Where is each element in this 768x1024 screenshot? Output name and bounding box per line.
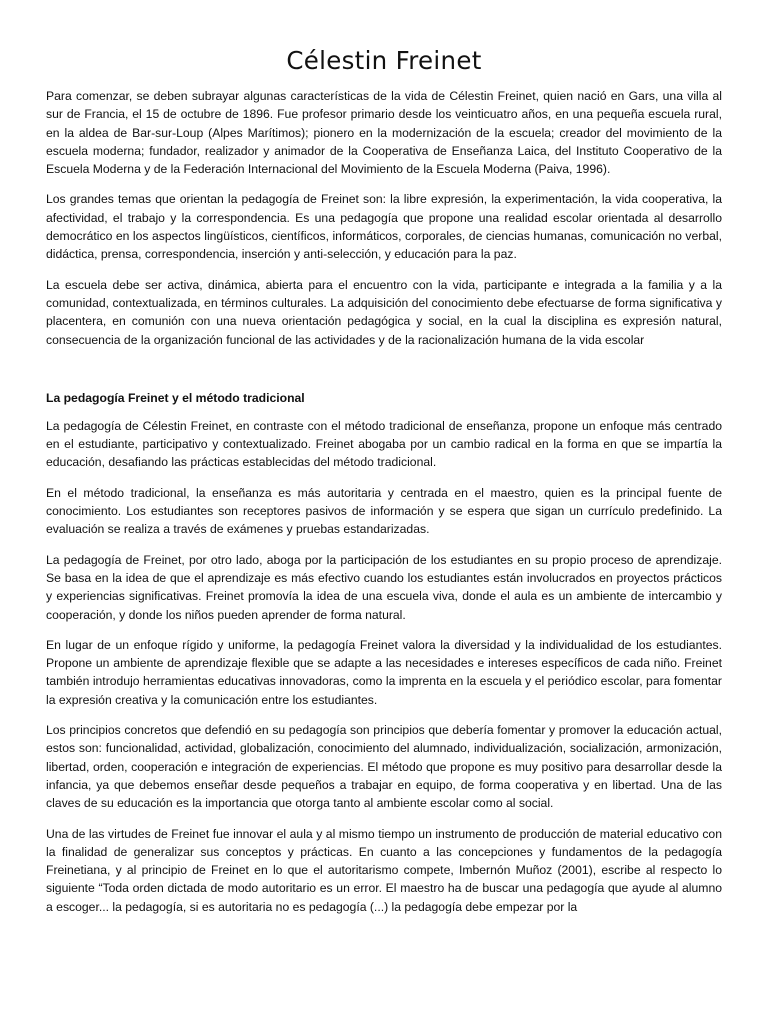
section-paragraph-5: Los principios concretos que defendió en su pedagogía son principios que debería fomentar y promover la educación actual, estos son: funcionalidad, actividad, globalización, conocimiento del alumnado, individualización, socialización, armonización, libertad, orden, cooperación e integración de experiencias. El método que propone es muy positivo para desarrollar desde la infancia, ya que debemos enseñar desde pequeños a trabajar en equipo, de forma cooperativa y en libertad. Una de las claves de su educación es la importancia que otorga tanto al ambiente escolar como al social. xyxy=(46,723,722,811)
section-heading: La pedagogía Freinet y el método tradicional xyxy=(46,390,305,405)
section-paragraph-4: En lugar de un enfoque rígido y uniforme, la pedagogía Freinet valora la diversidad y la individualidad de los estudiantes. Propone un ambiente de aprendizaje flexible que se adapte a las necesidades e intereses específicos de cada niño. Freinet también introdujo herramientas educativas innovadoras, como la imprenta en la escuela y el periódico escolar, para fomentar la expresión creativa y la comunicación entre los estudiantes. xyxy=(46,637,722,707)
document-title: Célestin Freinet xyxy=(286,46,482,75)
intro-paragraph-3: La escuela debe ser activa, dinámica, abierta para el encuentro con la vida, participante e integrada a la familia y a la comunidad, contextualizada, en términos culturales. La adquisición del conocimiento debe efectuarse de forma significativa y placentera, en comunión con una nueva orientación pedagógica y social, en la cual la disciplina es expresión natural, consecuencia de la organización funcional de las actividades y de la racionalización humana de la vida escolar xyxy=(46,277,722,347)
section-paragraph-2: En el método tradicional, la enseñanza es más autoritaria y centrada en el maestro, quien es la principal fuente de conocimiento. Los estudiantes son receptores pasivos de información y se espera que sigan un currículo predefinido. La evaluación se realiza a través de exámenes y pruebas estandarizadas. xyxy=(46,485,722,537)
intro-paragraph-2: Los grandes temas que orientan la pedagogía de Freinet son: la libre expresión, la experimentación, la vida cooperativa, la afectividad, el trabajo y la correspondencia. Es una pedagogía que propone una realidad escolar orientada al desarrollo democrático en los aspectos lingüísticos, científicos, informáticos, corporales, de ciencias humanas, comunicación no verbal, didáctica, prensa, correspondencia, inserción y anti-selección, y educación para la paz. xyxy=(46,192,722,262)
intro-paragraph-1: Para comenzar, se deben subrayar algunas características de la vida de Célestin Freinet, quien nació en Gars, una villa al sur de Francia, el 15 de octubre de 1896. Fue profesor primario desde los veinticuatro años, en una pequeña escuela rural, en la aldea de Bar-sur-Loup (Alpes Marítimos); pionero en la modernización de la escuela; creador del movimiento de la escuela moderna; fundador, realizador y animador de la Cooperativa de Enseñanza Laica, del Instituto Cooperativo de la Escuela Moderna y de la Federación Internacional del Movimiento de la Escuela Moderna (Paiva, 1996). xyxy=(46,89,722,177)
section-spacer xyxy=(46,361,722,389)
document-page xyxy=(46,44,722,928)
section-paragraph-3: La pedagogía de Freinet, por otro lado, aboga por la participación de los estudiantes en su propio proceso de aprendizaje. Se basa en la idea de que el aprendizaje es más efectivo cuando los estudiantes están involucrados en proyectos prácticos y experiencias significativas. Freinet promovía la idea de una escuela viva, donde el aula es un ambiente de intercambio y cooperación, y donde los niños pueden aprender de forma natural. xyxy=(46,552,722,622)
section-paragraph-6: Una de las virtudes de Freinet fue innovar el aula y al mismo tiempo un instrumento de producción de material educativo con la finalidad de generalizar sus conceptos y prácticas. En cuanto a las concepciones y fundamentos de la pedagogía Freinetiana, y al principio de Freinet en lo que el autoritarismo compete, Imbernón Muñoz (2001), escribe al respecto lo siguiente “Toda orden dictada de modo autoritario es un error. El maestro ha de buscar una pedagogía que ayude al alumno a escoger... la pedagogía, si es autoritaria no es pedagogía (...) la pedagogía debe empezar por la xyxy=(46,826,722,914)
section-paragraph-1: La pedagogía de Célestin Freinet, en contraste con el método tradicional de enseñanza, propone un enfoque más centrado en el estudiante, participativo y contextualizado. Freinet abogaba por un cambio radical en la forma en que se impartía la educación, desafiando las prácticas establecidas del método tradicional. xyxy=(46,418,722,470)
